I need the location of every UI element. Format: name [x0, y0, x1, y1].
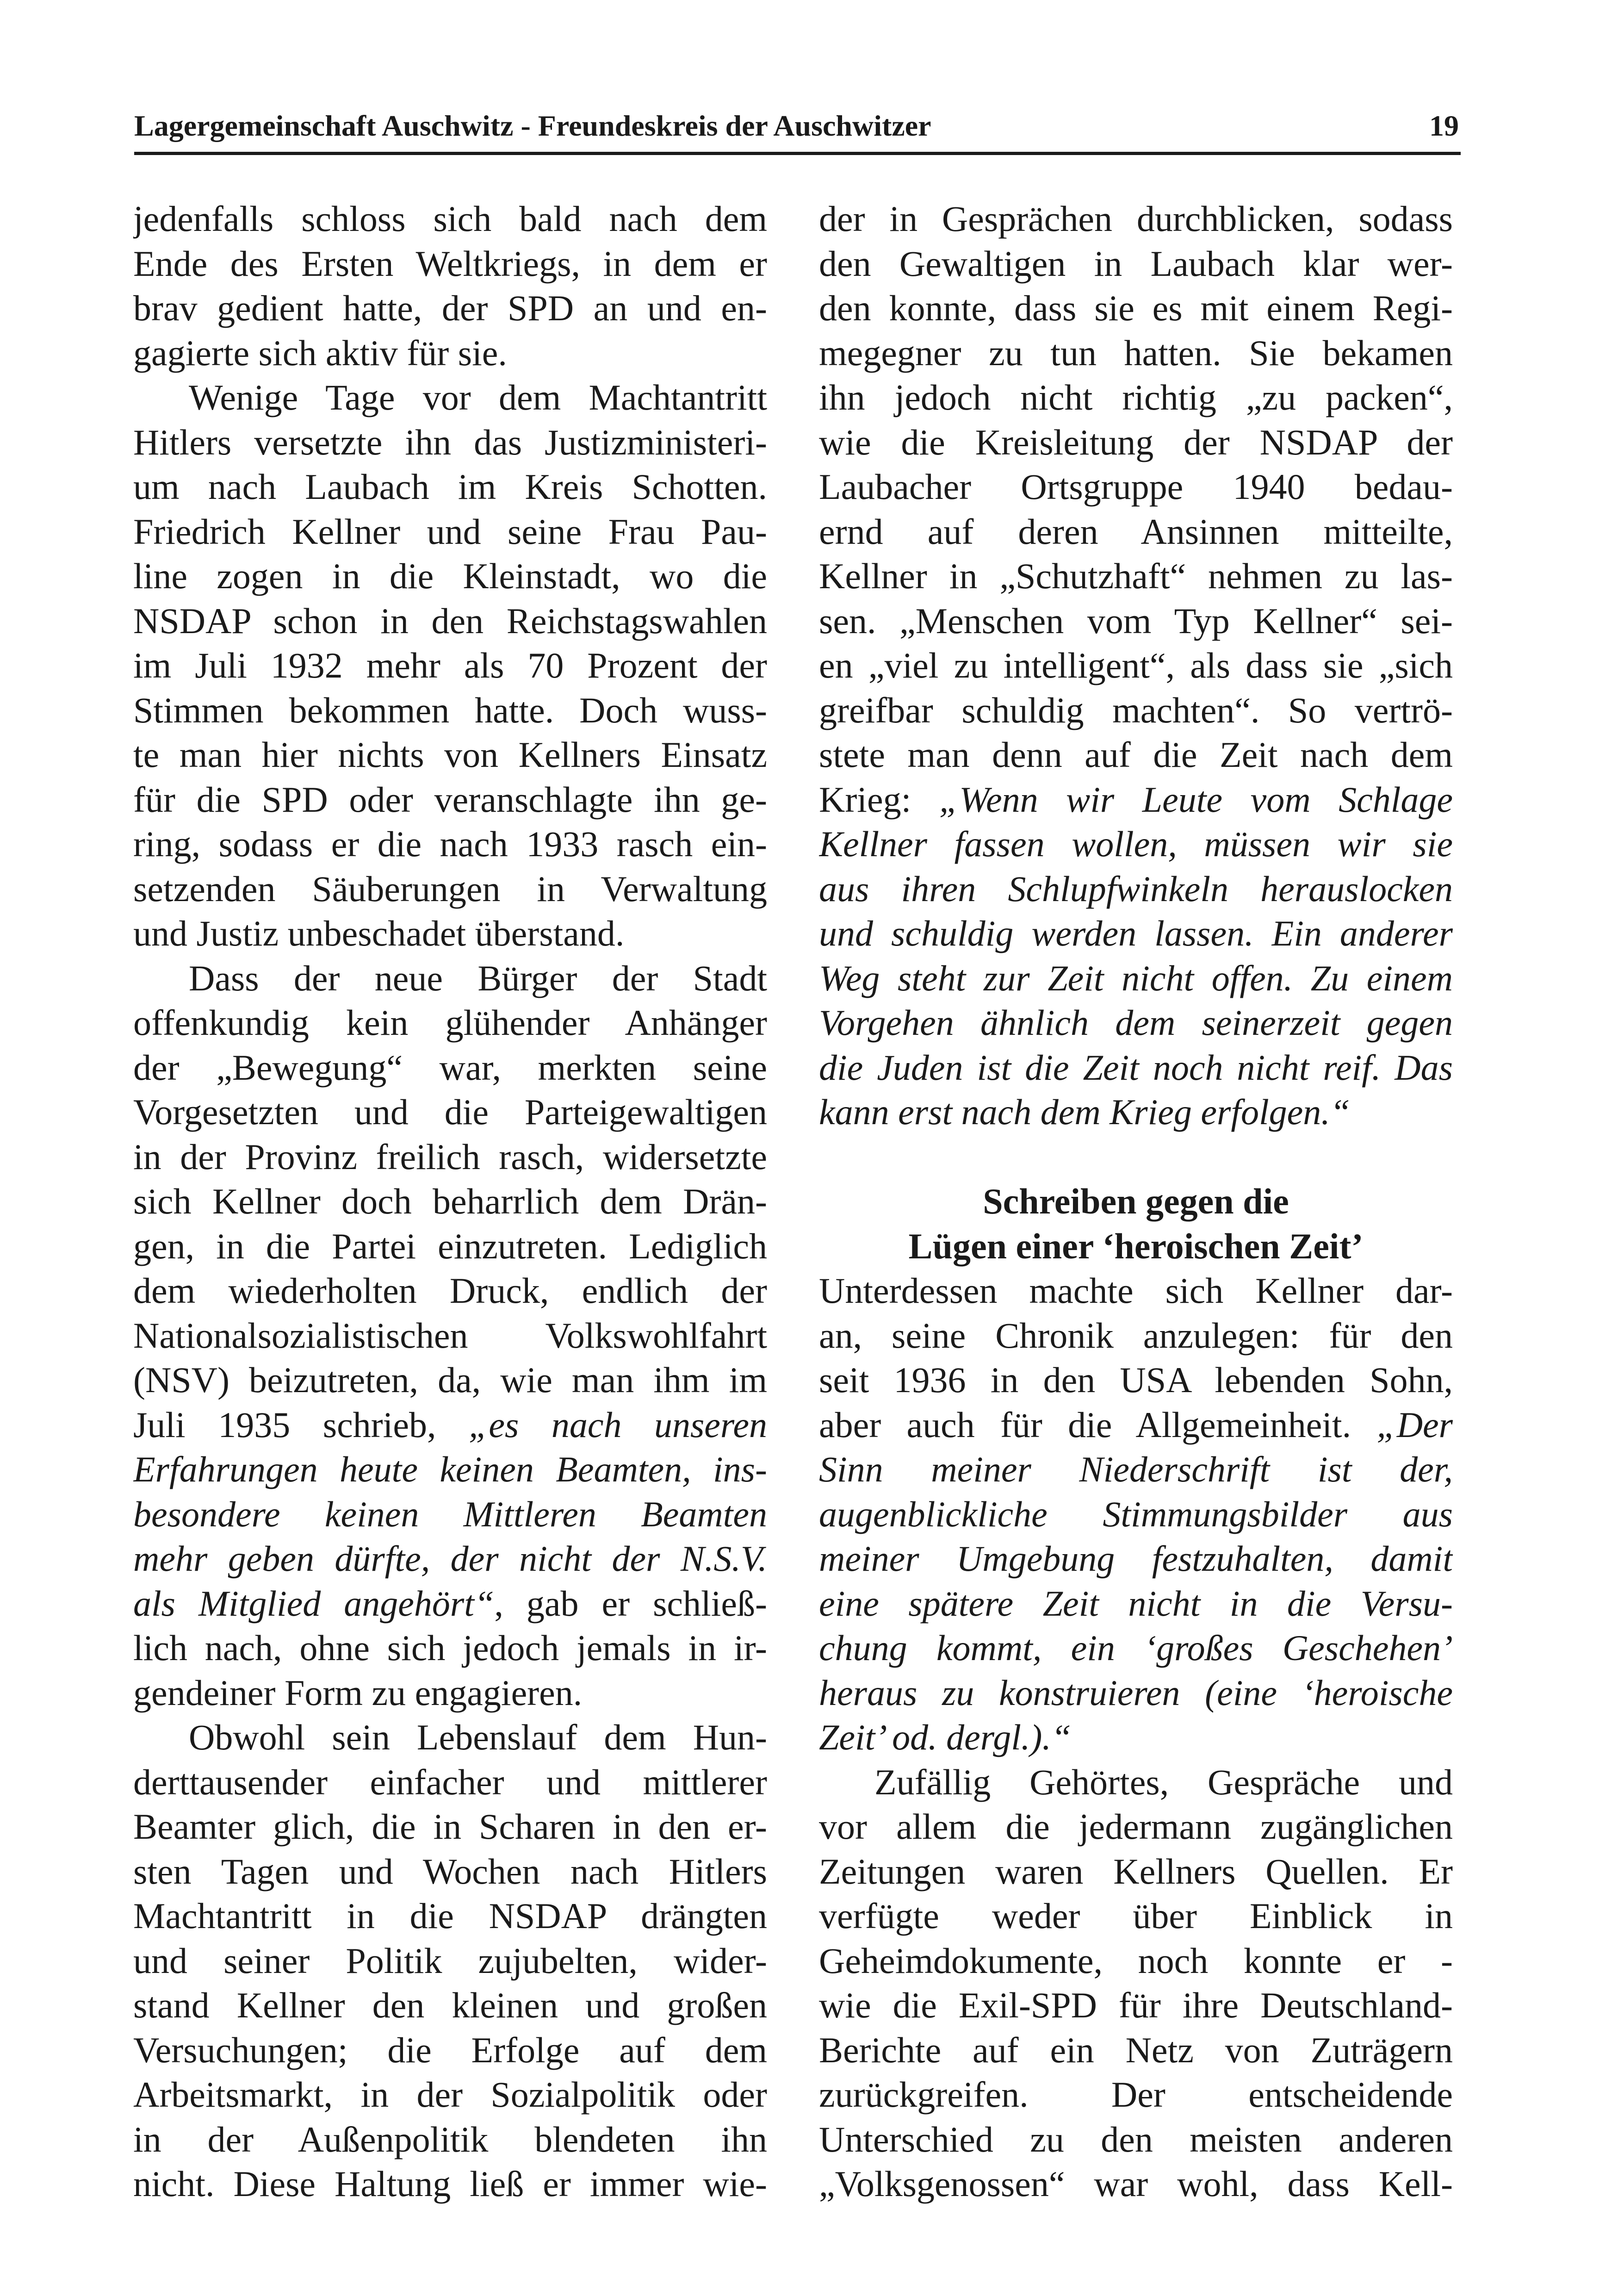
- text-line: [133, 911, 767, 956]
- text-line: [133, 1224, 767, 1269]
- body-text: Vorgesetzten und die Parteigewaltigen: [133, 1092, 767, 1132]
- body-text: gagierte sich aktiv für sie.: [133, 332, 507, 373]
- body-text: in der Provinz freilich rasch, widersetzte: [133, 1136, 767, 1177]
- body-text: Nationalsozialistischen Volkswohlfahrt: [133, 1315, 767, 1356]
- body-text: gen, in die Partei einzutreten. Lediglich: [133, 1226, 767, 1266]
- text-line: [819, 2072, 1453, 2117]
- body-text: Berichte auf ein Netz von Zuträgern: [819, 2029, 1453, 2070]
- body-text: Ende des Ersten Weltkriegs, in dem er: [133, 243, 767, 284]
- body-text: den konnte, dass sie es mit einem Regi-: [819, 288, 1453, 328]
- text-line: [133, 420, 767, 465]
- text-line: [819, 1358, 1453, 1403]
- body-text: Unterschied zu den meisten anderen: [819, 2119, 1453, 2159]
- text-line: [819, 867, 1453, 912]
- text-line: [819, 1849, 1453, 1894]
- body-text: stete man denn auf die Zeit nach dem: [819, 734, 1453, 775]
- body-text: Kellner in „Schutzhaft“ nehmen zu las-: [819, 556, 1453, 596]
- quoted-italic-text: Vorgehen ähnlich dem seinerzeit gegen: [819, 1002, 1453, 1043]
- text-line: [819, 242, 1453, 286]
- body-text: und seiner Politik zujubelten, wider-: [133, 1940, 767, 1981]
- text-line: [819, 554, 1453, 599]
- body-text: ring, sodass er die nach 1933 rasch ein-: [133, 824, 767, 864]
- text-line: [133, 2028, 767, 2073]
- body-text: Wenige Tage vor dem Machtantritt: [189, 377, 767, 417]
- text-line: [133, 375, 767, 420]
- quoted-italic-text: augenblickliche Stimmungsbilder aus: [819, 1493, 1453, 1534]
- body-text: um nach Laubach im Kreis Schotten.: [133, 467, 767, 507]
- body-text: verfügte weder über Einblick in: [819, 1896, 1453, 1936]
- text-line: [133, 1492, 767, 1537]
- text-line: [819, 2117, 1453, 2162]
- body-text: Stimmen bekommen hatte. Doch wuss-: [133, 690, 767, 730]
- text-line: [819, 1983, 1453, 2028]
- text-line: [819, 1492, 1453, 1537]
- text-line: [133, 1715, 767, 1760]
- body-text: Dass der neue Bürger der Stadt: [189, 958, 767, 998]
- text-line: [819, 1090, 1453, 1135]
- text-line: [819, 688, 1453, 733]
- text-line: [133, 1090, 767, 1135]
- section-spacer: [819, 1135, 1453, 1180]
- running-header: [134, 107, 1461, 155]
- text-line: [819, 1671, 1453, 1716]
- body-text: Laubacher Ortsgruppe 1940 bedau-: [819, 467, 1453, 507]
- text-line: [133, 1671, 767, 1716]
- body-text: (NSV) beizutreten, da, wie man ihm im: [133, 1360, 767, 1400]
- body-text: Zeitungen waren Kellners Quellen. Er: [819, 1851, 1453, 1892]
- text-line: [133, 1849, 767, 1894]
- body-text: Friedrich Kellner und seine Frau Pau-: [133, 511, 767, 552]
- body-text: Versuchungen; die Erfolge auf dem: [133, 2029, 767, 2070]
- body-text: megegner zu tun hatten. Sie bekamen: [819, 332, 1453, 373]
- text-line: [819, 1626, 1453, 1671]
- body-text: sich Kellner doch beharrlich dem Drän-: [133, 1181, 767, 1221]
- text-line: [133, 1804, 767, 1849]
- body-text: gendeiner Form zu engagieren.: [133, 1672, 583, 1713]
- text-line: [819, 1939, 1453, 1984]
- quoted-italic-text: mehr geben dürfte, der nicht der N.S.V.: [133, 1538, 767, 1579]
- quoted-italic-text: „Der: [1376, 1404, 1453, 1445]
- text-line: [133, 197, 767, 242]
- text-line: [819, 1760, 1453, 1805]
- quoted-italic-text: kann erst nach dem Krieg erfolgen.“: [819, 1092, 1351, 1132]
- text-line: [819, 1715, 1453, 1760]
- quoted-italic-text: besondere keinen Mittleren Beamten: [133, 1493, 767, 1534]
- quoted-italic-text: Erfahrungen heute keinen Beamten, ins-: [133, 1449, 767, 1489]
- body-text: stand Kellner den kleinen und großen: [133, 1985, 767, 2025]
- body-text: setzenden Säuberungen in Verwaltung: [133, 868, 767, 909]
- section-heading-line-1: Schreiben gegen die: [983, 1181, 1289, 1221]
- text-line: [133, 1760, 767, 1805]
- body-text: sen. „Menschen vom Typ Kellner“ sei-: [819, 600, 1453, 641]
- text-line: [819, 420, 1453, 465]
- text-line: [133, 465, 767, 510]
- text-line: [819, 1001, 1453, 1045]
- quoted-italic-text: meiner Umgebung festzuhalten, damit: [819, 1538, 1453, 1579]
- text-line: [133, 1581, 767, 1626]
- quoted-italic-text: „Wenn wir Leute vom Schlage: [939, 779, 1453, 820]
- body-text: line zogen in die Kleinstadt, wo die: [133, 556, 767, 596]
- text-line: [819, 1894, 1453, 1939]
- right-column-bottom-text: [819, 1269, 1453, 2207]
- body-text: jedenfalls schloss sich bald nach dem: [133, 199, 767, 239]
- quoted-italic-text: Sinn meiner Niederschrift ist der,: [819, 1449, 1453, 1489]
- text-line: [819, 1403, 1453, 1448]
- text-line: [819, 465, 1453, 510]
- text-line: [133, 1939, 767, 1984]
- body-text: Machtantritt in die NSDAP drängten: [133, 1896, 767, 1936]
- right-column: [819, 197, 1453, 2207]
- section-heading-line-2: Lügen einer ‘heroischen Zeit’: [908, 1226, 1364, 1266]
- text-line: [133, 242, 767, 286]
- text-line: [819, 956, 1453, 1001]
- text-line: [133, 554, 767, 599]
- body-text: zurückgreifen. Der entscheidende: [819, 2074, 1453, 2115]
- body-text: Zufällig Gehörtes, Gespräche und: [874, 1761, 1453, 1802]
- body-text: sten Tagen und Wochen nach Hitlers: [133, 1851, 767, 1892]
- text-line: [819, 1581, 1453, 1626]
- text-line: [819, 733, 1453, 778]
- body-text: „Volksgenossen“ war wohl, dass Kell-: [819, 2164, 1453, 2204]
- text-line: [133, 1626, 767, 1671]
- text-line: [133, 2117, 767, 2162]
- body-text: Juli 1935 schrieb,: [133, 1404, 469, 1445]
- text-line: [133, 510, 767, 554]
- text-line: [819, 2162, 1453, 2207]
- text-line: [133, 733, 767, 778]
- body-text: Geheimdokumente, noch konnte er -: [819, 1940, 1453, 1981]
- text-line: [133, 2162, 767, 2207]
- body-text: in der Außenpolitik blendeten ihn: [133, 2119, 767, 2159]
- text-line: [133, 1537, 767, 1581]
- text-line: [819, 643, 1453, 688]
- text-line: [819, 1537, 1453, 1581]
- quoted-italic-text: „es nach unseren: [468, 1404, 767, 1445]
- text-line: [819, 331, 1453, 376]
- text-line: [133, 1135, 767, 1180]
- text-line: [133, 1045, 767, 1090]
- body-text: brav gedient hatte, der SPD an und en-: [133, 288, 767, 328]
- quoted-italic-text: Zeit’ od. dergl.).“: [819, 1717, 1072, 1757]
- text-line: [133, 1358, 767, 1403]
- body-text: Obwohl sein Lebenslauf dem Hun-: [189, 1717, 767, 1757]
- text-line: [819, 778, 1453, 822]
- text-line: [819, 286, 1453, 331]
- body-text: im Juli 1932 mehr als 70 Prozent der: [133, 645, 767, 685]
- quoted-italic-text: als Mitglied angehört“: [133, 1583, 495, 1624]
- body-text: der in Gesprächen durchblicken, sodass: [819, 199, 1453, 239]
- text-line: [819, 1447, 1453, 1492]
- body-text: wie die Exil-SPD für ihre Deutschland-: [819, 1985, 1453, 2025]
- text-line: [133, 1983, 767, 2028]
- body-text: ernd auf deren Ansinnen mitteilte,: [819, 511, 1453, 552]
- body-text: seit 1936 in den USA lebenden Sohn,: [819, 1360, 1453, 1400]
- text-line: [133, 1447, 767, 1492]
- text-line: [133, 2072, 767, 2117]
- quoted-italic-text: eine spätere Zeit nicht in die Versu-: [819, 1583, 1453, 1624]
- body-text: Unterdessen machte sich Kellner dar-: [819, 1270, 1453, 1311]
- right-column-top-text: [819, 197, 1453, 1135]
- text-line: [819, 1269, 1453, 1313]
- text-line: [133, 1001, 767, 1045]
- text-line: [819, 822, 1453, 867]
- text-line: [819, 1804, 1453, 1849]
- text-line: [819, 197, 1453, 242]
- text-line: [133, 1269, 767, 1313]
- body-text: der „Bewegung“ war, merkten seine: [133, 1047, 767, 1088]
- text-line: [819, 2028, 1453, 2073]
- body-text: Krieg:: [819, 779, 939, 820]
- body-text: vor allem die jedermann zugänglichen: [819, 1806, 1453, 1847]
- quoted-italic-text: und schuldig werden lassen. Ein anderer: [819, 913, 1453, 953]
- text-line: [133, 643, 767, 688]
- quoted-italic-text: aus ihren Schlupfwinkeln herauslocken: [819, 868, 1453, 909]
- text-line: [133, 867, 767, 912]
- body-text: wie die Kreisleitung der NSDAP der: [819, 422, 1453, 462]
- body-text: offenkundig kein glühender Anhänger: [133, 1002, 767, 1043]
- page-number: 19: [1429, 109, 1459, 142]
- quoted-italic-text: Weg steht zur Zeit nicht offen. Zu einem: [819, 958, 1453, 998]
- quoted-italic-text: die Juden ist die Zeit noch nicht reif. Das: [819, 1047, 1453, 1088]
- body-text: derttausender einfacher und mittlerer: [133, 1761, 767, 1802]
- quoted-italic-text: chung kommt, ein ‘großes Geschehen’: [819, 1628, 1453, 1668]
- body-text: nicht. Diese Haltung ließ er immer wie-: [133, 2164, 767, 2204]
- body-text: Hitlers versetzte ihn das Justizministeri-: [133, 422, 767, 462]
- body-text: aber auch für die Allgemeinheit.: [819, 1404, 1377, 1445]
- text-line: [133, 956, 767, 1001]
- body-text: Beamter glich, die in Scharen in den er-: [133, 1806, 767, 1847]
- text-line: [133, 286, 767, 331]
- text-line: [133, 331, 767, 376]
- body-text: dem wiederholten Druck, endlich der: [133, 1270, 767, 1311]
- body-text: te man hier nichts von Kellners Einsatz: [133, 734, 767, 775]
- body-text: für die SPD oder veranschlagte ihn ge-: [133, 779, 767, 820]
- text-line: [133, 778, 767, 822]
- text-line: [133, 688, 767, 733]
- text-line: [819, 510, 1453, 554]
- body-text: greifbar schuldig machten“. So vertrö-: [819, 690, 1453, 730]
- text-line: [133, 1313, 767, 1358]
- left-column: [133, 197, 767, 2207]
- text-line: [819, 911, 1453, 956]
- header-title: Lagergemeinschaft Auschwitz - Freundeskreis der Auschwitzer: [134, 109, 931, 142]
- text-line: [133, 599, 767, 644]
- body-text: ihn jedoch nicht richtig „zu packen“,: [819, 377, 1453, 417]
- text-line: [819, 1045, 1453, 1090]
- body-text: , gab er schließ-: [494, 1583, 767, 1624]
- text-line: [819, 1313, 1453, 1358]
- body-text: und Justiz unbeschadet überstand.: [133, 913, 625, 953]
- body-text: en „viel zu intelligent“, als dass sie „sich: [819, 645, 1453, 685]
- text-line: [133, 1894, 767, 1939]
- body-text: Arbeitsmarkt, in der Sozialpolitik oder: [133, 2074, 767, 2115]
- text-line: [819, 375, 1453, 420]
- text-line: [133, 1403, 767, 1448]
- quoted-italic-text: heraus zu konstruieren (eine ‘heroische: [819, 1672, 1453, 1713]
- quoted-italic-text: Kellner fassen wollen, müssen wir sie: [819, 824, 1453, 864]
- body-text: lich nach, ohne sich jedoch jemals in ir-: [133, 1628, 767, 1668]
- body-text: an, seine Chronik anzulegen: für den: [819, 1315, 1453, 1356]
- body-text: NSDAP schon in den Reichstagswahlen: [133, 600, 767, 641]
- body-text: den Gewaltigen in Laubach klar wer-: [819, 243, 1453, 284]
- text-line: [133, 822, 767, 867]
- text-line: [819, 599, 1453, 644]
- text-line: [133, 1179, 767, 1224]
